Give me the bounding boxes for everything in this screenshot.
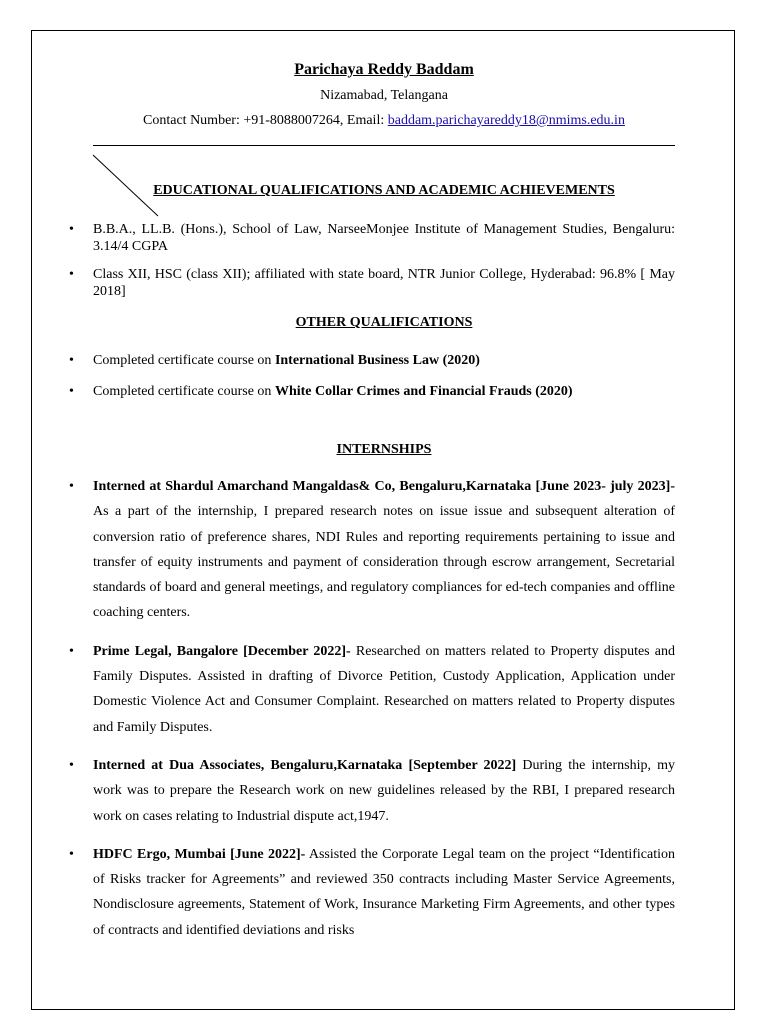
resume-header [93, 58, 675, 130]
candidate-name: Parichaya Reddy Baddam [294, 61, 474, 78]
item-bold-text: Interned at Dua Associates, Bengaluru,Karnataka [September 2022] [93, 757, 517, 773]
item-bold-text: Prime Legal, Bangalore [December 2022]- [93, 643, 351, 659]
list-item [93, 753, 675, 829]
item-text: Completed certificate course on [93, 353, 275, 368]
internships-section [93, 441, 675, 459]
email-link[interactable]: baddam.parichayareddy18@nmims.edu.in [387, 113, 625, 128]
list-item [93, 842, 675, 943]
item-text: During the internship, my work was to prepare the Research work on new guidelines released by the RBI, I prepared research work on cases relating to Industrial dispute act,1947. [93, 757, 676, 824]
item-text: Assisted the Corporate Legal team on the project “Identification of Risks tracker for Agreements” and reviewed 350 contracts including Master Service Agreements, Nondisclosure agreements, Statement of Work, Insurance Marketing Firm Agreements, and other types of contracts and identified deviations and risks [93, 846, 675, 938]
education-heading: EDUCATIONAL QUALIFICATIONS AND ACADEMIC ACHIEVEMENTS [153, 183, 615, 198]
item-bold-text: HDFC Ergo, Mumbai [June 2022]- [93, 846, 306, 862]
list-item [93, 352, 675, 370]
candidate-location: Nizamabad, Telangana [320, 88, 448, 103]
item-bold-text: Interned at Shardul Amarchand Mangaldas& Co, Bengaluru,Karnataka [June 2023- july 2023]- [93, 479, 675, 494]
other-section [93, 314, 675, 332]
contact-number: Contact Number: +91-8088007264, Email: [143, 113, 388, 128]
item-text: Completed certificate course on [93, 384, 275, 399]
other-list [93, 352, 675, 401]
internships-heading: INTERNSHIPS [336, 442, 432, 457]
contact-line [93, 112, 675, 130]
list-item [93, 474, 675, 626]
education-section [93, 182, 675, 200]
internships-list [93, 474, 675, 943]
education-list [93, 221, 675, 300]
list-item [93, 383, 675, 401]
item-bold-text: International Business Law (2020) [274, 353, 480, 368]
education-list-wrap [93, 221, 675, 300]
list-item [93, 639, 675, 740]
item-text: Researched on matters related to Property disputes and Family Disputes. Assisted in drafting of Divorce Petition, Custody Application, Application under Domestic Violence Act and Consumer Complaint. Researched on matters related to Property disputes and Family Disputes. [93, 643, 676, 735]
internships-list-wrap [93, 474, 675, 943]
item-bold-text: White Collar Crimes and Financial Frauds (2020) [274, 384, 573, 399]
list-item: • Class XII, HSC (class XII); affiliated with state board, NTR Junior College, Hyderabad: 96.8% [ May 2018] [93, 266, 675, 300]
other-list-wrap [93, 352, 675, 401]
item-text: As a part of the internship, I prepared research notes on issue issue and subsequent alteration of conversion ratio of preference shares, NDI Rules and reporting requirements pertaining to issue and transfer of equity instruments and payment of consideration through escrow arrangement, Secretarial standards of board and general meetings, and regulatory compliances for ed-tech companies and offline coaching centers. [93, 504, 675, 621]
header-divider [93, 145, 675, 146]
list-item: • B.B.A., LL.B. (Hons.), School of Law, NarseeMonjee Institute of Management Studies, Bengaluru: 3.14/4 CGPA [93, 221, 675, 255]
other-heading: OTHER QUALIFICATIONS [295, 315, 473, 330]
